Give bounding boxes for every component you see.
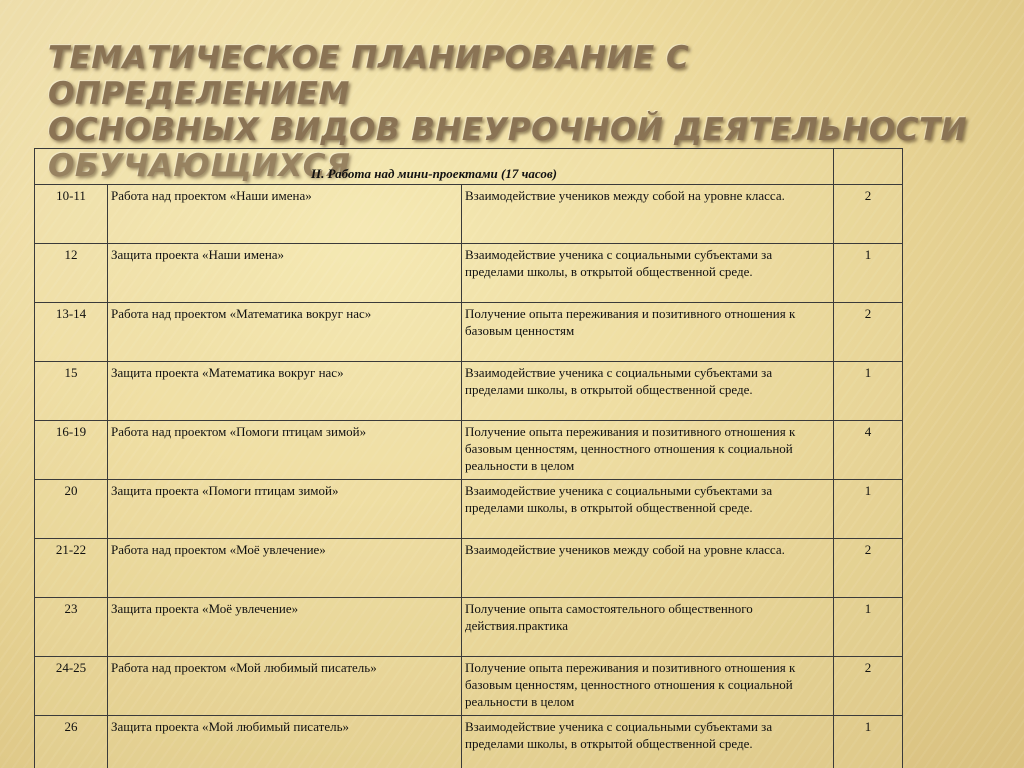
row-hours: 1 — [834, 716, 903, 768]
row-activity: Взаимодействие ученика с социальными субъектами за пределами школы, в открытой общественной среде. — [462, 244, 834, 303]
row-hours: 1 — [834, 598, 903, 657]
row-hours: 2 — [834, 185, 903, 244]
row-topic: Работа над проектом «Моё увлечение» — [108, 539, 462, 598]
row-topic: Защита проекта «Помоги птицам зимой» — [108, 480, 462, 539]
section-header: II. Работа над мини-проектами (17 часов) — [35, 149, 834, 185]
row-activity: Получение опыта переживания и позитивного отношения к базовым ценностям, ценностного отношения к социальной реальности в целом — [462, 657, 834, 716]
row-activity: Взаимодействие учеников между собой на уровне класса. — [462, 539, 834, 598]
row-number: 20 — [35, 480, 108, 539]
row-number: 23 — [35, 598, 108, 657]
planning-table — [34, 148, 903, 768]
title-line-2: ОСНОВНЫХ ВИДОВ ВНЕУРОЧНОЙ ДЕЯТЕЛЬНОСТИ — [48, 112, 968, 148]
row-number: 24-25 — [35, 657, 108, 716]
row-activity: Получение опыта переживания и позитивного отношения к базовым ценностям — [462, 303, 834, 362]
section-header-hours-cell — [834, 149, 903, 185]
row-topic: Защита проекта «Моё увлечение» — [108, 598, 462, 657]
table-row — [35, 480, 903, 539]
table-row — [35, 421, 903, 480]
planning-table-container — [34, 148, 902, 768]
row-activity: Получение опыта переживания и позитивного отношения к базовым ценностям, ценностного отношения к социальной реальности в целом — [462, 421, 834, 480]
row-topic: Работа над проектом «Наши имена» — [108, 185, 462, 244]
row-hours: 2 — [834, 657, 903, 716]
row-hours: 2 — [834, 539, 903, 598]
row-number: 15 — [35, 362, 108, 421]
table-row — [35, 716, 903, 768]
row-number: 16-19 — [35, 421, 108, 480]
table-row — [35, 244, 903, 303]
title-line-1: ТЕМАТИЧЕСКОЕ ПЛАНИРОВАНИЕ С ОПРЕДЕЛЕНИЕМ — [48, 40, 690, 112]
row-topic: Работа над проектом «Помоги птицам зимой» — [108, 421, 462, 480]
table-row — [35, 657, 903, 716]
row-topic: Работа над проектом «Математика вокруг нас» — [108, 303, 462, 362]
row-activity: Взаимодействие ученика с социальными субъектами за пределами школы, в открытой общественной среде. — [462, 716, 834, 768]
row-hours: 2 — [834, 303, 903, 362]
row-number: 21-22 — [35, 539, 108, 598]
section-header-row — [35, 149, 903, 185]
table-row — [35, 539, 903, 598]
row-topic: Работа над проектом «Мой любимый писатель» — [108, 657, 462, 716]
row-number: 10-11 — [35, 185, 108, 244]
row-activity: Взаимодействие ученика с социальными субъектами за пределами школы, в открытой общественной среде. — [462, 480, 834, 539]
table-row — [35, 185, 903, 244]
table-row — [35, 303, 903, 362]
table-row — [35, 362, 903, 421]
row-hours: 1 — [834, 480, 903, 539]
row-number: 12 — [35, 244, 108, 303]
row-activity: Получение опыта самостоятельного общественного действия.практика — [462, 598, 834, 657]
row-number: 26 — [35, 716, 108, 768]
row-activity: Взаимодействие учеников между собой на уровне класса. — [462, 185, 834, 244]
row-hours: 1 — [834, 362, 903, 421]
row-number: 13-14 — [35, 303, 108, 362]
title-line-3: ОБУЧАЮЩИХСЯ — [48, 148, 351, 184]
row-topic: Защита проекта «Наши имена» — [108, 244, 462, 303]
row-activity: Взаимодействие ученика с социальными субъектами за пределами школы, в открытой общественной среде. — [462, 362, 834, 421]
row-hours: 1 — [834, 244, 903, 303]
row-topic: Защита проекта «Математика вокруг нас» — [108, 362, 462, 421]
row-topic: Защита проекта «Мой любимый писатель» — [108, 716, 462, 768]
row-hours: 4 — [834, 421, 903, 480]
table-row — [35, 598, 903, 657]
